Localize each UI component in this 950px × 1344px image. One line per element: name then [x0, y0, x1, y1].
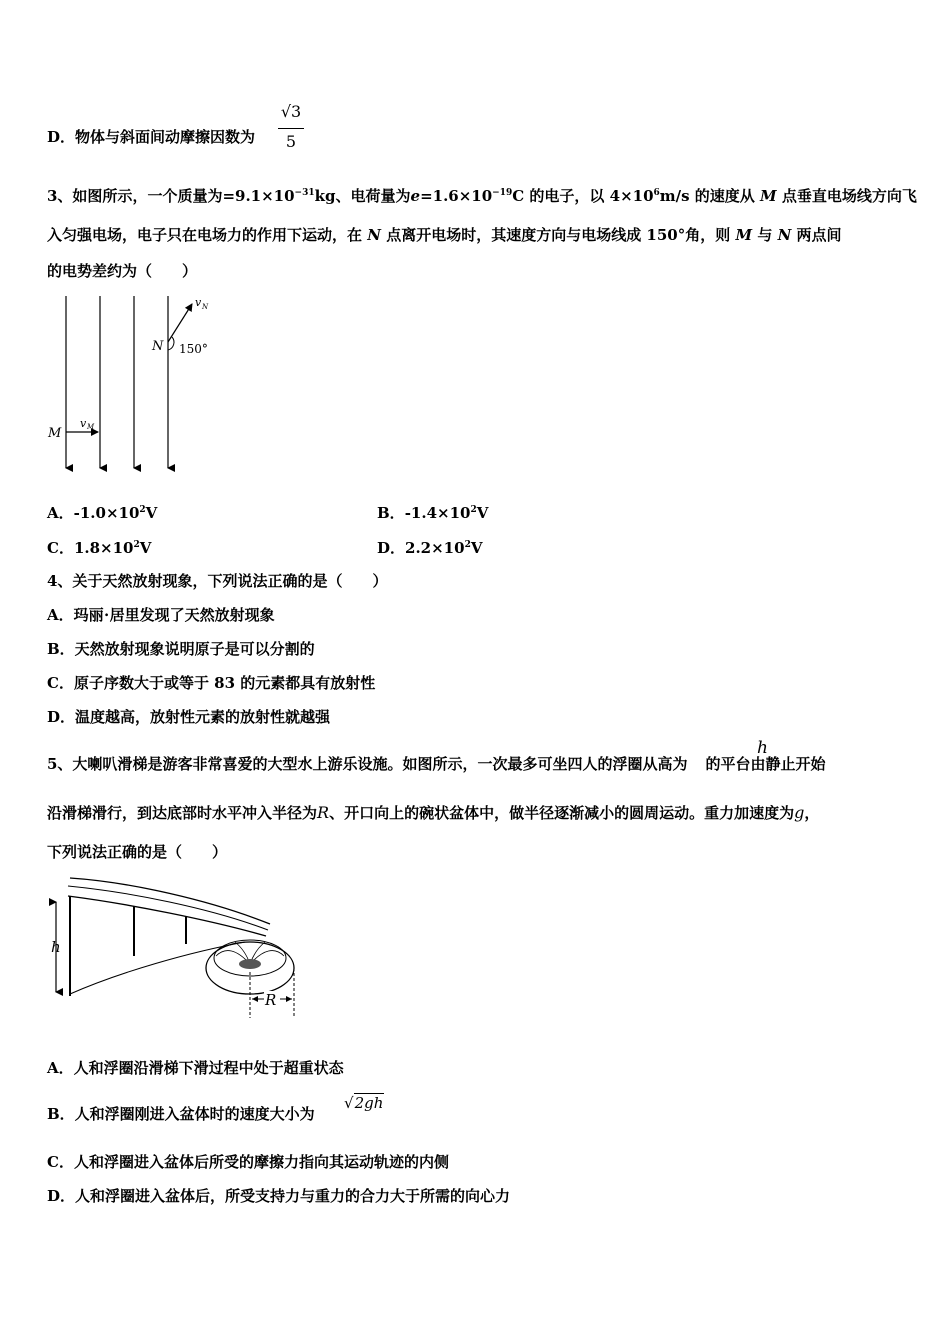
q5-text: 5、大喇叭滑梯是游客非常喜爱的大型水上游乐设施。如图所示，一次最多可坐四人的浮圈从高为 [47, 755, 688, 773]
option-label: C． [47, 539, 74, 557]
q2-fraction [276, 102, 306, 154]
q3-text: kg、电荷量为 [314, 187, 411, 205]
option-unit: V [476, 504, 489, 522]
q3-text: 两点间 [796, 226, 842, 244]
q4-option-a: A．玛丽⋅居里发现了天然放射现象 [47, 606, 275, 624]
label-h: h [51, 938, 61, 956]
option-value: 1.8×10 [73, 539, 134, 557]
label-vn: v [195, 296, 202, 309]
radius-arrowhead-right [286, 996, 292, 1002]
angle-arc [168, 337, 174, 350]
option-value: -1.0×10 [73, 504, 140, 522]
q3-exponent: 6 [653, 188, 660, 198]
option-exponent: 2 [133, 540, 140, 550]
q5-text: 、开口向上的碗状盆体中，做半径逐渐减小的圆周运动。重力加速度为 [329, 804, 795, 822]
option-label: A． [47, 504, 74, 522]
q3-text: m/s 的速度从 [659, 187, 755, 205]
q4-option-c: C．原子序数大于或等于 83 的元素都具有放射性 [47, 674, 376, 692]
option-unit: V [470, 539, 483, 557]
q3-exponent: −19 [492, 188, 513, 198]
label-n: N [152, 339, 164, 354]
option-value: 2.2×10 [405, 539, 465, 557]
q5-option-d: D．人和浮圈进入盆体后，所受支持力与重力的合力大于所需的向心力 [47, 1187, 511, 1205]
q3-exponent: −31 [294, 188, 315, 198]
sqrt-sign: √ [344, 1094, 354, 1112]
q3-symbol-e: e [410, 187, 421, 205]
q3-stem-line-1 [47, 186, 917, 206]
q3-stem-line-2 [47, 225, 842, 245]
q3-field-figure [40, 290, 240, 480]
q5-option-b: B．人和浮圈刚进入盆体时的速度大小为 [47, 1105, 315, 1123]
option-label: D． [377, 539, 406, 557]
label-vn-sub: N [202, 303, 209, 311]
label-m: M [48, 426, 62, 441]
q3-option-c [47, 538, 151, 558]
option-exponent: 2 [139, 505, 146, 515]
q3-text: 入匀强电场，电子只在电场力的作用下运动，在 [47, 226, 363, 244]
q2-option-d-text: 物体与斜面间动摩擦因数为 [75, 128, 256, 146]
option-unit: V [139, 539, 152, 557]
q5-text: 沿滑梯滑行，到达底部时水平冲入半径为 [47, 804, 318, 822]
q5-slide-figure [40, 872, 310, 1022]
slide-tube-bottom [68, 896, 266, 936]
sqrt-radicand: 2gh [354, 1094, 384, 1112]
label-vm: v [80, 417, 87, 430]
q5-text: ， [804, 804, 820, 822]
q4-stem: 4、关于天然放射现象，下列说法正确的是（ ） [47, 572, 388, 590]
q5-option-b-sqrt [344, 1094, 384, 1112]
q3-option-d [377, 538, 482, 558]
q5-stem-line-2 [47, 803, 819, 823]
q5-option-c: C．人和浮圈进入盆体后所受的摩擦力指向其运动轨迹的内侧 [47, 1153, 449, 1171]
q3-text: C 的电子，以 4×10 [512, 187, 654, 205]
q2-fraction-numerator: √3 [280, 102, 302, 121]
q3-option-a [47, 503, 157, 523]
q5-symbol-g: g [794, 803, 805, 822]
q3-text: 点垂直电场线方向飞 [781, 187, 917, 205]
q3-option-b [377, 503, 488, 523]
q3-symbol-n: N [777, 226, 792, 244]
q4-option-d: D．温度越高，放射性元素的放射性就越强 [47, 708, 331, 726]
q5-stem-line-3: 下列说法正确的是（ ） [47, 843, 228, 861]
q5-symbol-r: R [317, 803, 330, 822]
q2-fraction-bar [278, 128, 304, 129]
option-value: -1.4×10 [404, 504, 471, 522]
q5-option-a: A．人和浮圈沿滑梯下滑过程中处于超重状态 [47, 1059, 344, 1077]
label-r: R [265, 991, 277, 1009]
velocity-n-arrow [168, 304, 192, 342]
q3-text: =1.6×10 [420, 187, 493, 205]
bowl-inner [214, 940, 286, 976]
q3-text: 点离开电场时，其速度方向与电场线成 150°角，则 [386, 226, 731, 244]
label-angle: 150° [179, 342, 208, 356]
q3-symbol-m: M [735, 226, 753, 244]
q3-text: 与 [757, 226, 773, 244]
option-exponent: 2 [464, 540, 471, 550]
q5-stem-line-1 [47, 754, 825, 774]
option-unit: V [145, 504, 158, 522]
q3-stem-line-3: 的电势差约为（ ） [47, 262, 198, 280]
option-exponent: 2 [470, 505, 477, 515]
q5-text: 的平台由静止开始 [705, 755, 826, 773]
q2-option-d-label: D． [47, 128, 76, 146]
q2-option-d [47, 127, 255, 147]
q3-symbol-n: N [367, 226, 381, 244]
bowl-center [239, 959, 261, 969]
q5-symbol-h: h [757, 738, 768, 758]
option-label: B． [377, 504, 405, 522]
radius-arrowhead-left [252, 996, 258, 1002]
q4-option-b: B．天然放射现象说明原子是可以分割的 [47, 640, 315, 658]
q3-symbol-m: M [760, 187, 777, 205]
q3-text: 3、如图所示，一个质量为=9.1×10 [47, 187, 295, 205]
label-vm-sub: M [87, 423, 95, 431]
q2-fraction-denominator: 5 [285, 132, 297, 151]
